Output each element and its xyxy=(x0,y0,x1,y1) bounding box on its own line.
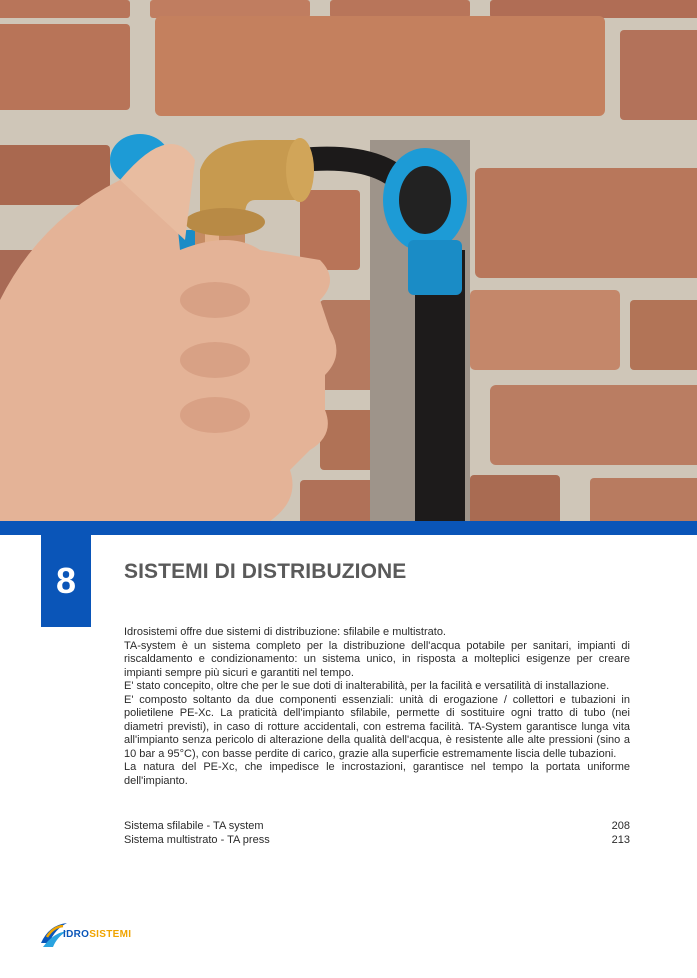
chapter-number-tab: 8 xyxy=(41,521,91,627)
logo-wordmark: IDROSISTEMI xyxy=(63,928,132,940)
intro-text xyxy=(124,626,630,788)
paragraph: TA-system è un sistema completo per la distribuzione dell'acqua potabile per sanitari, impianti di riscaldamento e condizionamento: un sistema unico, in risposta a molteplici esigenze per creare impianti sempre più sicuri e garantiti nel tempo. xyxy=(124,639,630,679)
toc-label: Sistema sfilabile - TA system xyxy=(124,820,264,832)
idrosistemi-logo xyxy=(39,917,139,951)
table-of-contents xyxy=(124,820,630,847)
header-divider-band xyxy=(0,521,697,535)
toc-entry[interactable] xyxy=(124,834,630,848)
paragraph: E' composto soltanto da due componenti essenziali: unità di erogazione / collettori e tubazioni in polietilene PE-Xc. La praticità dell'impianto sfilabile, permette di sostituire ogni tratto di tubo (nei diametri previsti), in caso di rotture accidentali, con estrema facilità. TA-System garantisce lunga vita all'impianto senza pericolo di alterazione della qualità dell'acqua, è resistente alle alte pressioni (sino a 10 bar a 95°C), con basse perdite di carico, grazie alla superficie estremamente liscia delle tubazioni. xyxy=(124,693,630,760)
toc-label: Sistema multistrato - TA press xyxy=(124,833,270,846)
toc-page-number: 208 xyxy=(611,820,630,832)
paragraph: Idrosistemi offre due sistemi di distribuzione: sfilabile e multistrato. xyxy=(124,626,446,638)
paragraph: La natura del PE-Xc, che impedisce le incrostazioni, garantisce nel tempo la portata uniforme dell'impianto. xyxy=(124,761,630,787)
chapter-title: SISTEMI DI DISTRIBUZIONE xyxy=(124,560,407,583)
toc-page-number: 213 xyxy=(611,833,630,846)
toc-entry[interactable] xyxy=(124,820,630,834)
paragraph: E' stato concepito, oltre che per le sue doti di inalterabilità, per la facilità e versatilità di installazione. xyxy=(124,680,610,692)
